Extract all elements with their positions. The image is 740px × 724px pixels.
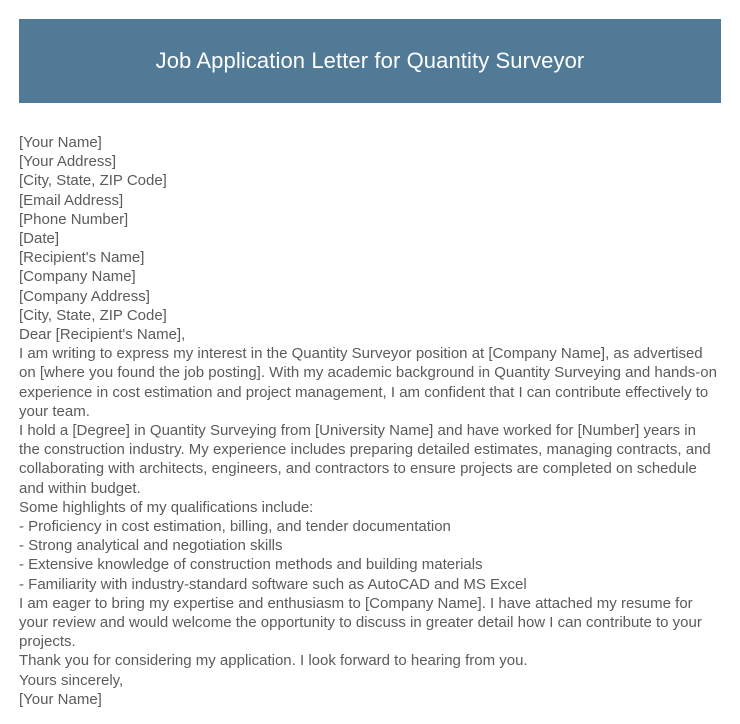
closing-line: Yours sincerely, (19, 671, 124, 689)
recipient-address-line: [Company Address] (19, 287, 150, 305)
salutation-line: Dear [Recipient's Name], (19, 326, 186, 344)
body-paragraph-3: I am eager to bring my expertise and enthusiasm to [Company Name]. I have attached my resume for your review and would welcome the opportunity to discuss in greater detail how I can contribute to your projects. (19, 594, 702, 651)
signature-line: [Your Name] (19, 690, 102, 708)
date-line: [Date] (19, 230, 60, 248)
recipient-city-line: [City, State, ZIP Code] (19, 306, 167, 324)
document-header-banner (19, 19, 721, 103)
highlight-item-1: - Proficiency in cost estimation, billing, and tender documentation (19, 518, 451, 536)
sender-email-line: [Email Address] (19, 191, 124, 209)
recipient-name-line: [Recipient's Name] (19, 249, 145, 267)
sender-address-line: [Your Address] (19, 153, 117, 171)
sender-name-line: [Your Name] (19, 134, 102, 151)
highlight-item-2: - Strong analytical and negotiation skills (19, 537, 283, 555)
body-paragraph-4: Thank you for considering my application. I look forward to hearing from you. (19, 652, 528, 670)
sender-city-line: [City, State, ZIP Code] (19, 172, 167, 190)
sender-phone-line: [Phone Number] (19, 210, 129, 228)
body-paragraph-1: I am writing to express my interest in the Quantity Surveyor position at [Company Name], as advertised on [where you found the job posting]. With my academic background in Quantity Surveying and hands-on experience in cost estimation and project management, I am confident that I can contribute effectively to your team. (19, 345, 717, 420)
body-paragraph-2: I hold a [Degree] in Quantity Surveying from [University Name] and have worked for [Number] years in the construction industry. My experience includes preparing detailed estimates, managing contracts, and collaborating with architects, engineers, and contractors to ensure projects are completed on schedule and within budget. (19, 422, 711, 497)
highlight-item-3: - Extensive knowledge of construction methods and building materials (19, 556, 483, 574)
letter-content (19, 133, 720, 709)
page-title: Job Application Letter for Quantity Surveyor (155, 47, 585, 73)
highlight-item-4: - Familiarity with industry-standard software such as AutoCAD and MS Excel (19, 575, 527, 593)
recipient-company-line: [Company Name] (19, 268, 136, 286)
highlights-intro-line: Some highlights of my qualifications include: (19, 498, 314, 516)
